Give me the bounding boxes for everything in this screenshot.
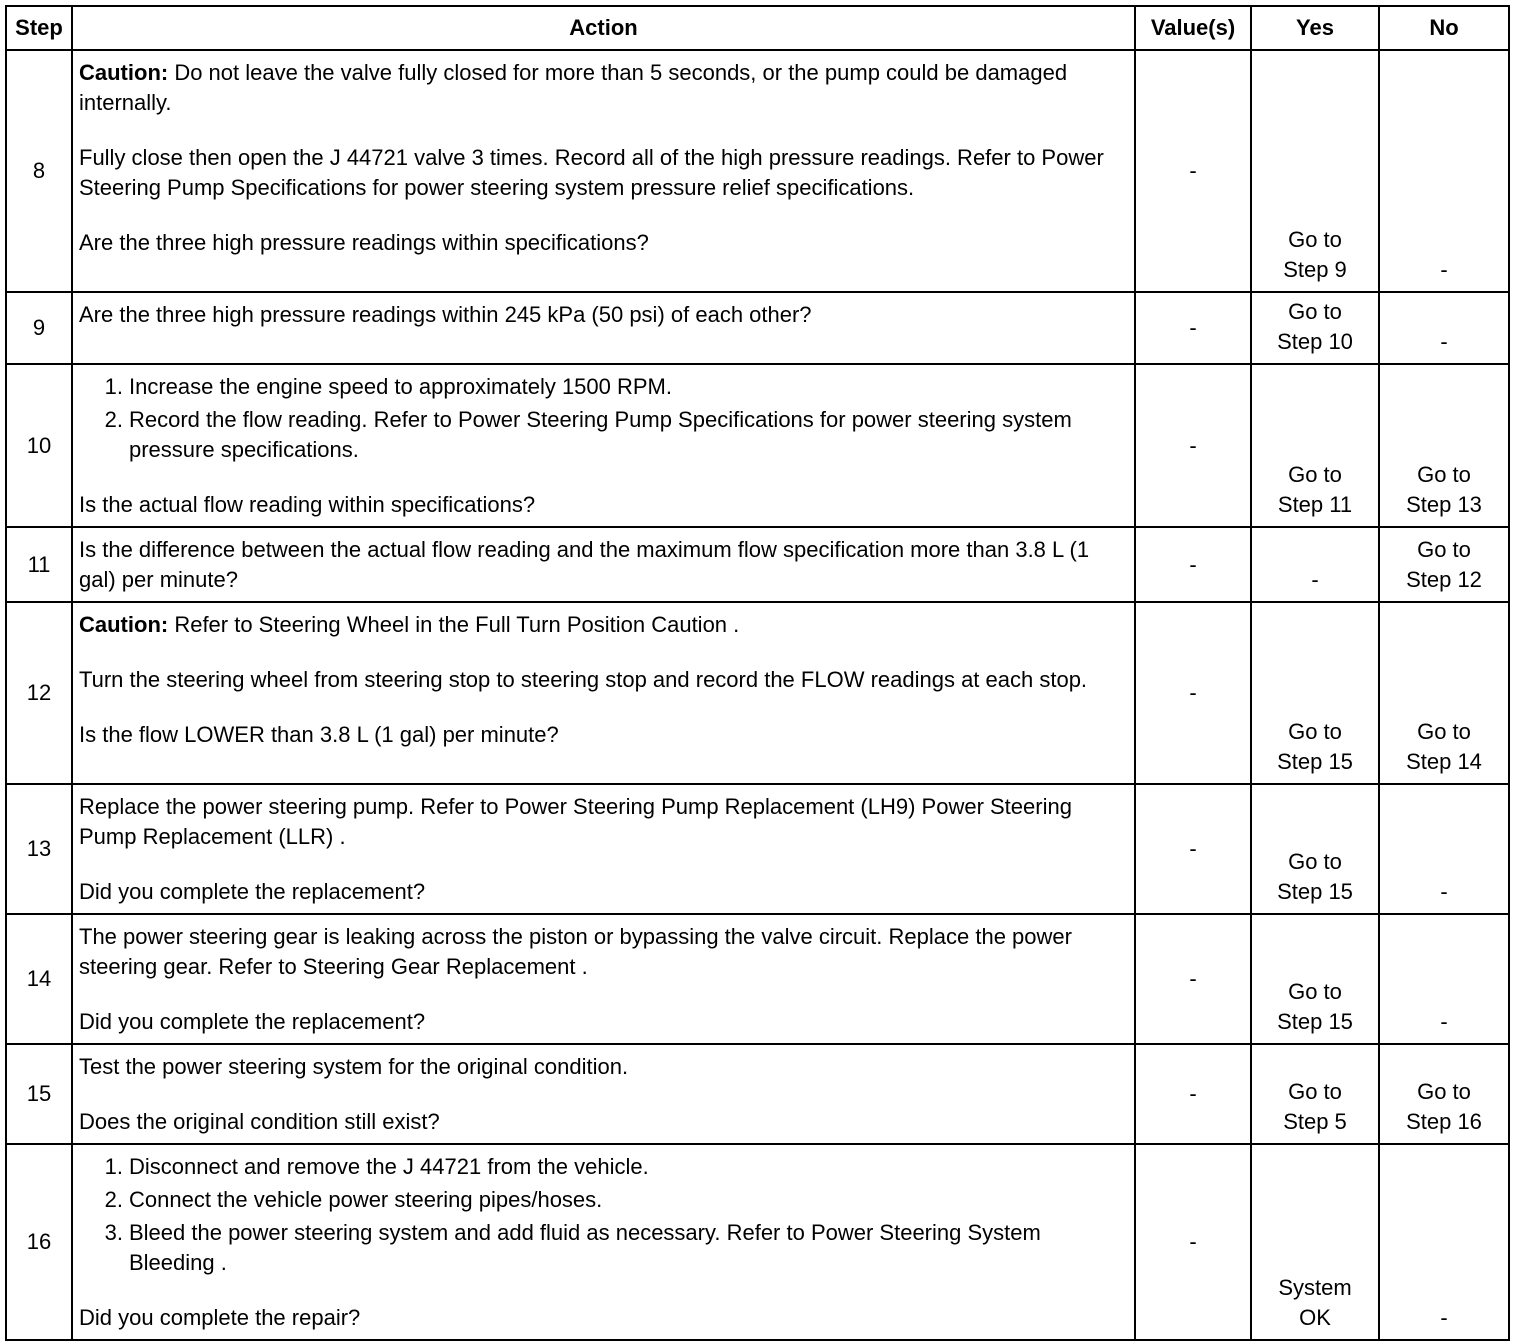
action-question: Did you complete the replacement? — [79, 879, 426, 904]
yes-line-2: Step 11 — [1277, 492, 1353, 517]
action-text: The power steering gear is leaking across the piston or bypassing the valve circuit. Replace the power steering gear. Refer to Steering Gear Replacement . — [79, 924, 1072, 979]
yes-line-1: Go to — [1288, 719, 1342, 744]
yes-cell — [1251, 914, 1379, 1044]
value-cell: - — [1135, 602, 1251, 784]
no-cell — [1379, 1144, 1509, 1340]
no-line-1: - — [1440, 329, 1448, 354]
yes-cell — [1251, 784, 1379, 914]
yes-line-2: Step 9 — [1283, 257, 1347, 282]
action-question: Is the actual flow reading within specifications? — [79, 492, 536, 517]
no-line-1: - — [1440, 879, 1448, 904]
action-cell — [72, 527, 1135, 602]
table-row-step-9 — [6, 292, 1509, 364]
table-row-step-13 — [6, 784, 1509, 914]
yes-line-1: Go to — [1288, 462, 1342, 487]
list-item: 1. Increase the engine speed to approximately 1500 RPM. — [104, 374, 672, 399]
step-number: 15 — [6, 1044, 72, 1144]
action-text: Replace the power steering pump. Refer to Power Steering Pump Replacement (LH9) Power Steering Pump Replacement (LLR) . — [79, 794, 1072, 849]
list-item: 2. Record the flow reading. Refer to Power Steering Pump Specifications for power steering system pressure specifications. — [104, 407, 1072, 462]
yes-line-1: System — [1278, 1275, 1352, 1300]
value-cell: - — [1135, 1144, 1251, 1340]
yes-cell — [1251, 364, 1379, 527]
list-item: 2. Connect the vehicle power steering pipes/hoses. — [104, 1187, 603, 1212]
table-row-step-10 — [6, 364, 1509, 527]
no-cell — [1379, 914, 1509, 1044]
table-row-step-15 — [6, 1044, 1509, 1144]
no-cell — [1379, 364, 1509, 527]
yes-line-2: OK — [1299, 1305, 1331, 1330]
step-number: 16 — [6, 1144, 72, 1340]
action-cell — [72, 1044, 1135, 1144]
value-cell: - — [1135, 292, 1251, 364]
value-cell: - — [1135, 527, 1251, 602]
no-line-1: Go to — [1417, 537, 1471, 562]
table-row-step-16 — [6, 1144, 1509, 1340]
no-cell — [1379, 527, 1509, 602]
action-text: Turn the steering wheel from steering stop to steering stop and record the FLOW readings at each stop. — [79, 667, 1088, 692]
value-cell: - — [1135, 914, 1251, 1044]
yes-cell — [1251, 50, 1379, 292]
step-number: 11 — [6, 527, 72, 602]
yes-cell — [1251, 1044, 1379, 1144]
yes-cell — [1251, 602, 1379, 784]
no-line-2: Step 12 — [1406, 567, 1482, 592]
action-question: Are the three high pressure readings within specifications? — [79, 230, 649, 255]
action-cell — [72, 914, 1135, 1044]
no-cell — [1379, 50, 1509, 292]
yes-cell — [1251, 527, 1379, 602]
yes-line-1: Go to — [1288, 1079, 1342, 1104]
action-text: Fully close then open the J 44721 valve 3 times. Record all of the high pressure readings. Refer to Power Steering Pump Specifications for power steering system pressure relief specifications. — [79, 145, 1104, 200]
list-item: 1. Disconnect and remove the J 44721 from the vehicle. — [104, 1154, 649, 1179]
step-number: 8 — [6, 50, 72, 292]
step-number: 12 — [6, 602, 72, 784]
action-list — [79, 372, 1128, 465]
action-question: Did you complete the repair? — [79, 1305, 361, 1330]
value-cell: - — [1135, 50, 1251, 292]
yes-line-1: - — [1311, 567, 1319, 592]
table-row-step-12 — [6, 602, 1509, 784]
diagnostic-table — [5, 5, 1510, 1341]
caution-label: Caution: — [79, 60, 169, 85]
caution-note — [79, 58, 1128, 118]
action-question: Are the three high pressure readings within 245 kPa (50 psi) of each other? — [79, 302, 812, 327]
value-cell: - — [1135, 784, 1251, 914]
table-row-step-14 — [6, 914, 1509, 1044]
yes-line-1: Go to — [1288, 979, 1342, 1004]
step-number: 9 — [6, 292, 72, 364]
caution-text: Do not leave the valve fully closed for more than 5 seconds, or the pump could be damaged internally. — [79, 60, 1068, 115]
yes-line-2: Step 15 — [1277, 749, 1353, 774]
action-cell — [72, 50, 1135, 292]
header-yes: Yes — [1251, 6, 1379, 50]
yes-line-2: Step 15 — [1277, 1009, 1353, 1034]
value-cell: - — [1135, 1044, 1251, 1144]
step-number: 13 — [6, 784, 72, 914]
no-line-1: Go to — [1417, 719, 1471, 744]
yes-line-1: Go to — [1288, 299, 1342, 324]
no-cell — [1379, 1044, 1509, 1144]
no-line-2: Step 13 — [1406, 492, 1482, 517]
header-action: Action — [72, 6, 1135, 50]
yes-line-2: Step 15 — [1277, 879, 1353, 904]
action-question: Is the difference between the actual flow reading and the maximum flow specification more than 3.8 L (1 gal) per minute? — [79, 537, 1090, 592]
no-line-1: - — [1440, 1305, 1448, 1330]
no-line-1: - — [1440, 257, 1448, 282]
yes-line-2: Step 10 — [1277, 329, 1353, 354]
yes-line-2: Step 5 — [1283, 1109, 1347, 1134]
step-number: 14 — [6, 914, 72, 1044]
no-cell — [1379, 784, 1509, 914]
action-cell — [72, 1144, 1135, 1340]
header-step: Step — [6, 6, 72, 50]
yes-cell — [1251, 292, 1379, 364]
no-line-1: Go to — [1417, 462, 1471, 487]
no-cell — [1379, 292, 1509, 364]
step-number: 10 — [6, 364, 72, 527]
caution-note — [79, 610, 1128, 640]
action-question: Does the original condition still exist? — [79, 1109, 440, 1134]
action-text: Test the power steering system for the original condition. — [79, 1054, 629, 1079]
no-cell — [1379, 602, 1509, 784]
table-row-step-11 — [6, 527, 1509, 602]
no-line-1: Go to — [1417, 1079, 1471, 1104]
action-question: Did you complete the replacement? — [79, 1009, 426, 1034]
header-values: Value(s) — [1135, 6, 1251, 50]
no-line-2: Step 14 — [1406, 749, 1482, 774]
no-line-1: - — [1440, 1009, 1448, 1034]
action-list — [79, 1152, 1128, 1278]
caution-label: Caution: — [79, 612, 169, 637]
no-line-2: Step 16 — [1406, 1109, 1482, 1134]
caution-text: Refer to Steering Wheel in the Full Turn Position Caution . — [168, 612, 740, 637]
header-row — [6, 6, 1509, 50]
action-cell — [72, 784, 1135, 914]
value-cell: - — [1135, 364, 1251, 527]
action-cell — [72, 292, 1135, 364]
action-cell — [72, 364, 1135, 527]
yes-line-1: Go to — [1288, 227, 1342, 252]
yes-line-1: Go to — [1288, 849, 1342, 874]
action-question: Is the flow LOWER than 3.8 L (1 gal) per minute? — [79, 722, 559, 747]
yes-cell — [1251, 1144, 1379, 1340]
table-row-step-8 — [6, 50, 1509, 292]
header-no: No — [1379, 6, 1509, 50]
action-cell — [72, 602, 1135, 784]
list-item: 3. Bleed the power steering system and add fluid as necessary. Refer to Power Steering System Bleeding . — [104, 1220, 1041, 1275]
